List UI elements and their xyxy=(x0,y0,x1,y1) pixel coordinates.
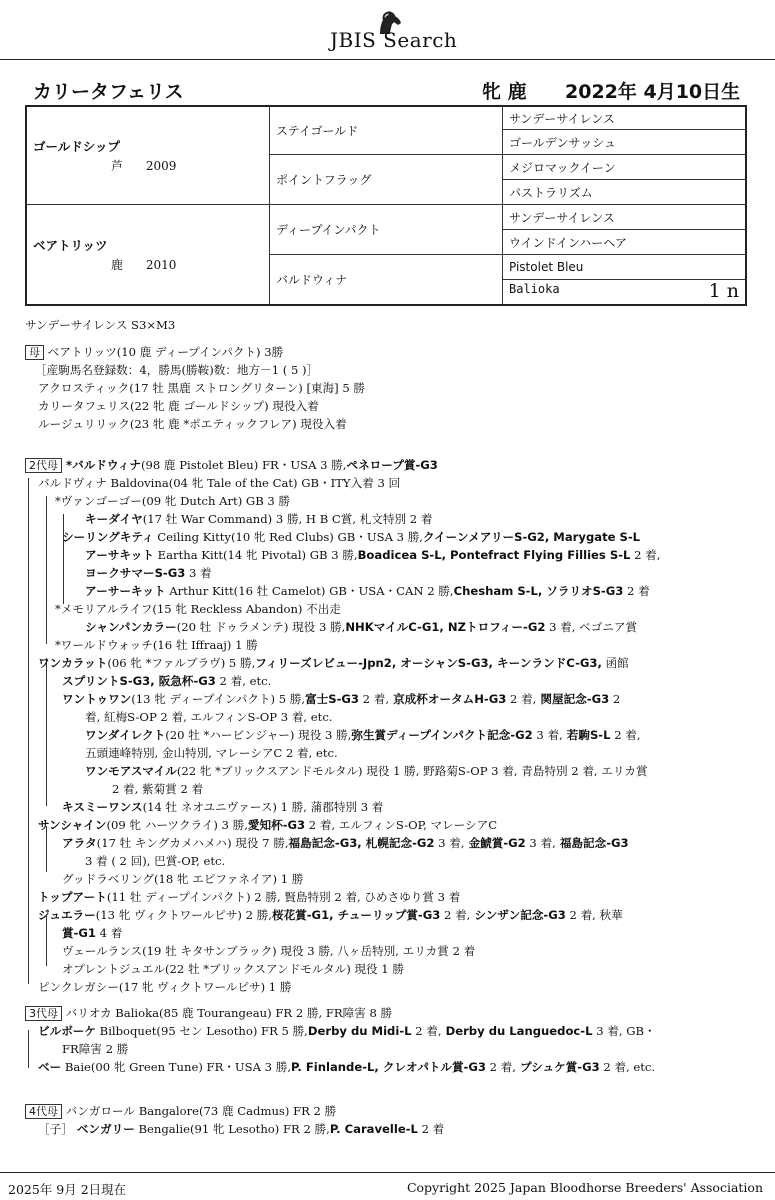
family-line xyxy=(38,397,319,415)
family-line xyxy=(38,816,497,834)
highlight-text[interactable]: Derby du Midi-L xyxy=(307,1024,412,1038)
line-text: 2 着, xyxy=(440,908,471,922)
highlight-text[interactable]: 賞-G1 xyxy=(62,926,96,940)
line-text: (06 牝 *ファルブラヴ) 5 勝, xyxy=(107,656,256,670)
line-text: 函館 xyxy=(601,656,629,670)
line-text: 2 着 xyxy=(623,584,650,598)
generation-badge: 2代母 xyxy=(25,458,62,473)
highlight-text[interactable]: ベー xyxy=(38,1060,62,1074)
sire-name[interactable]: ゴールドシップ xyxy=(33,139,121,154)
line-text: *メモリアルライフ(15 牝 Reckless Abandon) 不出走 xyxy=(55,602,341,616)
line-text: 3 着, xyxy=(525,836,556,850)
family-line xyxy=(38,1022,656,1040)
line-text: (22 牝 *ブリックスアンドモルタル) 現役 1 勝, 野路菊S-OP 3 着, 青島特別 2 着, エリカ賞 xyxy=(176,764,648,778)
family-line xyxy=(38,978,291,996)
family-line xyxy=(38,888,460,906)
gen3-5[interactable]: サンデーサイレンス xyxy=(503,205,747,230)
tree-line-2 xyxy=(28,478,29,984)
line-text: 2 着, xyxy=(359,692,390,706)
line-text: 2 着, 紫菊賞 2 着 xyxy=(112,782,204,796)
highlight-text[interactable]: NHKマイルC-G1, NZトロフィー-G2 xyxy=(345,620,546,634)
line-text: 3 着, xyxy=(532,728,563,742)
horse-name: カリータフェリス xyxy=(33,81,184,103)
family-line xyxy=(62,870,303,888)
family-line xyxy=(85,546,660,564)
family-line xyxy=(38,474,400,492)
line-text: (20 牡 *ハービンジャー) 現役 3 勝, xyxy=(165,728,352,742)
family-line xyxy=(85,744,338,762)
line-text: 2 着, エルフィンS-OP, マレーシアC xyxy=(305,818,498,832)
family-line xyxy=(62,924,122,942)
highlight-text[interactable]: トップアート xyxy=(38,890,107,904)
family-line xyxy=(38,379,365,397)
horse-birth-date: 2022年 4月10日生 xyxy=(565,81,741,103)
line-text: ヴェールランス(19 牡 キタサンブラック) 現役 3 勝, 八ヶ岳特別, エリカ賞 2 着 xyxy=(62,944,476,958)
line-text: 4 着 xyxy=(96,926,123,940)
gen3-1[interactable]: サンデーサイレンス xyxy=(503,106,747,130)
line-text: 2 xyxy=(609,692,621,706)
inbreeding-note: サンデーサイレンス S3×M3 xyxy=(25,318,176,332)
highlight-text[interactable]: ソラリオS-G3 xyxy=(542,584,624,598)
line-text: ルージュリリック(23 牝 鹿 *ポエティックフレア) 現役入着 xyxy=(38,417,347,431)
line-text: カリータフェリス(22 牝 鹿 ゴールドシップ) 現役入着 xyxy=(38,399,319,413)
tree-line-8 xyxy=(28,1030,29,1068)
line-text: (11 牡 ディープインパクト) 2 勝, 賢島特別 2 着, ひめさゆり賞 3 着 xyxy=(106,890,461,904)
highlight-text[interactable]: 京成杯オータムH-G3 xyxy=(389,692,507,706)
highlight-text[interactable]: シャンパンカラー xyxy=(85,620,177,634)
line-text: *ヴァンゴーゴー(09 牝 Dutch Art) GB 3 勝 xyxy=(55,494,291,508)
highlight-text[interactable]: キスミーワンス xyxy=(62,800,143,814)
family-line xyxy=(85,564,212,582)
sire-year: 2009 xyxy=(145,159,177,173)
family-line xyxy=(38,1058,655,1076)
family-line xyxy=(38,1120,444,1138)
highlight-text[interactable]: 金鯱賞-G2 xyxy=(464,836,526,850)
family-line xyxy=(85,510,432,528)
line-text: 2 着, etc. xyxy=(215,674,272,688)
line-text: (20 牡 ドゥラメンテ) 現役 3 勝, xyxy=(176,620,346,634)
highlight-text[interactable]: 福島記念-G3 xyxy=(555,836,629,850)
family-line xyxy=(25,1102,336,1121)
gen3-2[interactable]: ゴールデンサッシュ xyxy=(503,130,747,155)
family-line xyxy=(62,942,475,960)
footer-rule xyxy=(0,1172,775,1173)
highlight-text[interactable]: ワントゥワン xyxy=(62,692,132,706)
highlight-text[interactable]: Derby du Languedoc-L xyxy=(441,1024,593,1038)
horse-sex-color: 牝 鹿 xyxy=(482,81,527,103)
family-line xyxy=(25,456,438,475)
family-line xyxy=(62,690,620,708)
highlight-text[interactable]: 若駒S-L xyxy=(562,728,611,742)
highlight-text[interactable]: 関屋記念-G3 xyxy=(536,692,610,706)
line-text: ピンクレガシー(17 牝 ヴィクトワールピサ) 1 勝 xyxy=(38,980,292,994)
line-text: オプレントジュエル(22 牡 *ブリックスアンドモルタル) 現役 1 勝 xyxy=(62,962,404,976)
line-text: バンガロール Bangalore(73 鹿 Cadmus) FR 2 勝 xyxy=(62,1104,337,1118)
highlight-text[interactable]: 福島記念-G3, 札幌記念-G2 xyxy=(288,836,435,850)
line-text: 2 着, xyxy=(485,1060,516,1074)
highlight-text[interactable]: アーサーキット xyxy=(85,584,166,598)
line-text: 2 着, xyxy=(630,548,661,562)
sire-cell xyxy=(26,106,270,205)
line-text: バリオカ Balioka(85 鹿 Tourangeau) FR 2 勝, FR障害 8 勝 xyxy=(62,1006,393,1020)
line-text: バルドヴィナ Baldovina(04 牝 Tale of the Cat) GB・ITY入着 3 回 xyxy=(38,476,401,490)
highlight-text[interactable]: 愛知杯-G3 xyxy=(247,818,306,832)
gen3-6[interactable]: ウインドインハーヘア xyxy=(503,230,747,255)
family-line xyxy=(25,1004,392,1023)
highlight-text[interactable]: アラタ xyxy=(62,836,97,850)
highlight-text[interactable]: ジュエラー xyxy=(38,908,96,922)
highlight-text[interactable]: ヨークサマーS-G3 xyxy=(85,566,186,580)
line-text: 2 着, xyxy=(411,1024,442,1038)
family-line xyxy=(62,528,640,546)
highlight-text[interactable]: ワンモアスマイル xyxy=(85,764,177,778)
line-text: グッドラベリング(18 牝 エピファネイア) 1 勝 xyxy=(62,872,304,886)
highlight-text[interactable]: 桜花賞-G1, チューリップ賞-G3 xyxy=(271,908,441,922)
sire-color: 芦 xyxy=(111,159,124,173)
family-line xyxy=(38,906,623,924)
line-text: Eartha Kitt(14 牝 Pivotal) GB 3 勝, xyxy=(153,548,358,562)
family-line xyxy=(85,582,650,600)
line-text: 五頭連峰特別, 金山特別, マレーシアC 2 着, etc. xyxy=(85,746,338,760)
family-line xyxy=(55,600,341,618)
family-line xyxy=(38,654,629,672)
line-text: (13 牝 ヴィクトワールピサ) 2 勝, xyxy=(95,908,272,922)
line-text: 2 着, etc. xyxy=(599,1060,656,1074)
generation-badge: 4代母 xyxy=(25,1104,62,1119)
jbis-logo[interactable] xyxy=(330,10,460,52)
highlight-text[interactable]: ベンガリー xyxy=(72,1122,135,1136)
line-text: Arthur Kitt(16 牡 Camelot) GB・USA・CAN 2 勝, xyxy=(165,584,454,598)
line-text: ベアトリッツ(10 鹿 ディープインパクト) 3勝 xyxy=(44,345,284,359)
footer-copyright: Copyright 2025 Japan Bloodhorse Breeders' Association xyxy=(406,1180,763,1195)
highlight-text[interactable]: アーサキット xyxy=(85,548,154,562)
family-line xyxy=(62,960,404,978)
line-text: ［産駒馬名登録数：4，勝馬(勝鞍)数：地方－1 ( 5 )］ xyxy=(35,363,319,377)
highlight-text[interactable]: プシュケ賞-G3 xyxy=(515,1060,600,1074)
generation-badge: 3代母 xyxy=(25,1006,62,1021)
highlight-text[interactable]: キーダイヤ xyxy=(85,512,143,526)
line-text: ［子］ xyxy=(38,1122,73,1136)
line-text: 3 着 ( 2 回), 巴賞-OP, etc. xyxy=(85,854,226,868)
gen3-8-cell xyxy=(503,280,747,306)
dam-color: 鹿 xyxy=(111,258,124,272)
gen3-7[interactable]: Pistolet Bleu xyxy=(503,255,747,280)
highlight-text[interactable]: ペネロープ賞-G3 xyxy=(346,458,438,472)
line-text: 着, 紅梅S-OP 2 着, エルフィンS-OP 3 着, etc. xyxy=(85,710,333,724)
family-line xyxy=(62,798,383,816)
gen3-8[interactable]: Balioka xyxy=(509,282,560,296)
family-line xyxy=(62,672,271,690)
line-text: FR障害 2 勝 xyxy=(62,1042,129,1056)
line-text: *ワールドウォッチ(16 牡 Iffraaj) 1 勝 xyxy=(55,638,258,652)
dam-name[interactable]: ベアトリッツ xyxy=(33,238,108,253)
line-text: (09 牝 ハーツクライ) 3 勝, xyxy=(106,818,248,832)
line-text: 3 着, GB・ xyxy=(592,1024,656,1038)
highlight-text[interactable]: クイーンメアリーS-G2, Marygate S-L xyxy=(423,530,641,544)
line-text: 2 着 xyxy=(417,1122,445,1136)
line-text: Bengalie(91 牝 Lesotho) FR 2 勝, xyxy=(134,1122,330,1136)
highlight-text[interactable]: ワンカラット xyxy=(38,656,108,670)
line-text: 3 着, ベゴニア賞 xyxy=(545,620,638,634)
dam-year: 2010 xyxy=(145,258,177,272)
highlight-text[interactable]: フィリーズレビュー-Jpn2, オーシャンS-G3, キーンランドC-G3, xyxy=(255,656,602,670)
line-text: 3 着, xyxy=(434,836,465,850)
gen3-3[interactable]: メジロマックイーン xyxy=(503,155,747,180)
highlight-text[interactable]: Boadicea S-L, Pontefract Flying Fillies S-L xyxy=(357,548,631,562)
line-text: (17 牡 War Command) 3 勝, H B C賞, 札文特別 2 着 xyxy=(142,512,433,526)
family-line xyxy=(35,361,318,379)
tree-line-5 xyxy=(46,658,47,806)
family-line xyxy=(25,343,283,362)
logo-text: JBIS Search xyxy=(330,28,458,52)
line-text: アクロスティック(17 牡 黒鹿 ストロングリターン) [東海] 5 勝 xyxy=(38,381,366,395)
line-text: 2 着, xyxy=(506,692,537,706)
generation-badge: 母 xyxy=(25,345,44,360)
line-text: Bilboquet(95 セン Lesotho) FR 5 勝, xyxy=(95,1024,308,1038)
family-line xyxy=(55,636,258,654)
family-line xyxy=(62,1040,128,1058)
line-text: (14 牡 ネオユニヴァース) 1 勝, 蒲郡特別 3 着 xyxy=(142,800,384,814)
highlight-text[interactable]: 富士S-G3 xyxy=(305,692,359,706)
family-line xyxy=(85,708,333,726)
line-text: (98 鹿 Pistolet Bleu) FR・USA 3 勝, xyxy=(140,458,347,472)
line-text: 2 着, 秋華 xyxy=(565,908,623,922)
line-text: (17 牡 キングカメハメハ) 現役 7 勝, xyxy=(96,836,289,850)
line-text: 3 着 xyxy=(185,566,212,580)
highlight-text[interactable]: 弥生賞ディープインパクト記念-G2 xyxy=(351,728,533,742)
family-line xyxy=(85,726,641,744)
highlight-text[interactable]: P. Finlande-L, クレオパトル賞-G3 xyxy=(291,1060,486,1074)
pedigree-table xyxy=(25,105,747,306)
gen3-4[interactable]: パストラリズム xyxy=(503,180,747,205)
dam-cell xyxy=(26,205,270,306)
family-line xyxy=(62,834,629,852)
highlight-text[interactable]: ワンダイレクト xyxy=(85,728,166,742)
dam-sire[interactable]: ディープインパクト xyxy=(270,205,503,255)
line-text: 2 着, xyxy=(610,728,641,742)
family-line xyxy=(112,780,203,798)
line-text: Baie(00 牝 Green Tune) FR・USA 3 勝, xyxy=(61,1060,292,1074)
sire-dam[interactable]: ポイントフラッグ xyxy=(270,155,503,205)
tree-line-3 xyxy=(46,496,47,644)
family-line xyxy=(85,762,648,780)
highlight-text[interactable]: P. Caravelle-L xyxy=(329,1122,418,1136)
header-rule xyxy=(0,59,775,60)
footer-date: 2025年 9月 2日現在 xyxy=(8,1182,127,1197)
highlight-text[interactable]: サンシャイン xyxy=(38,818,107,832)
family-line xyxy=(38,415,347,433)
sire-sire[interactable]: ステイゴールド xyxy=(270,106,503,155)
dam-dam[interactable]: バルドウィナ xyxy=(270,255,503,306)
family-line xyxy=(55,492,290,510)
family-line xyxy=(85,852,225,870)
highlight-text[interactable]: Chesham S-L, xyxy=(453,584,543,598)
highlight-text[interactable]: *バルドウィナ xyxy=(62,458,141,472)
highlight-text[interactable]: スプリントS-G3, 阪急杯-G3 xyxy=(62,674,216,688)
line-text: (13 牝 ディープインパクト) 5 勝, xyxy=(131,692,306,706)
highlight-text[interactable]: ビルボーケ xyxy=(38,1024,96,1038)
line-text: Ceiling Kitty(10 牝 Red Clubs) GB・USA 3 勝, xyxy=(153,530,423,544)
highlight-text[interactable]: シーリングキティ xyxy=(62,530,154,544)
family-number: 1 n xyxy=(708,280,739,302)
family-line xyxy=(85,618,637,636)
highlight-text[interactable]: シンザン記念-G3 xyxy=(470,908,566,922)
